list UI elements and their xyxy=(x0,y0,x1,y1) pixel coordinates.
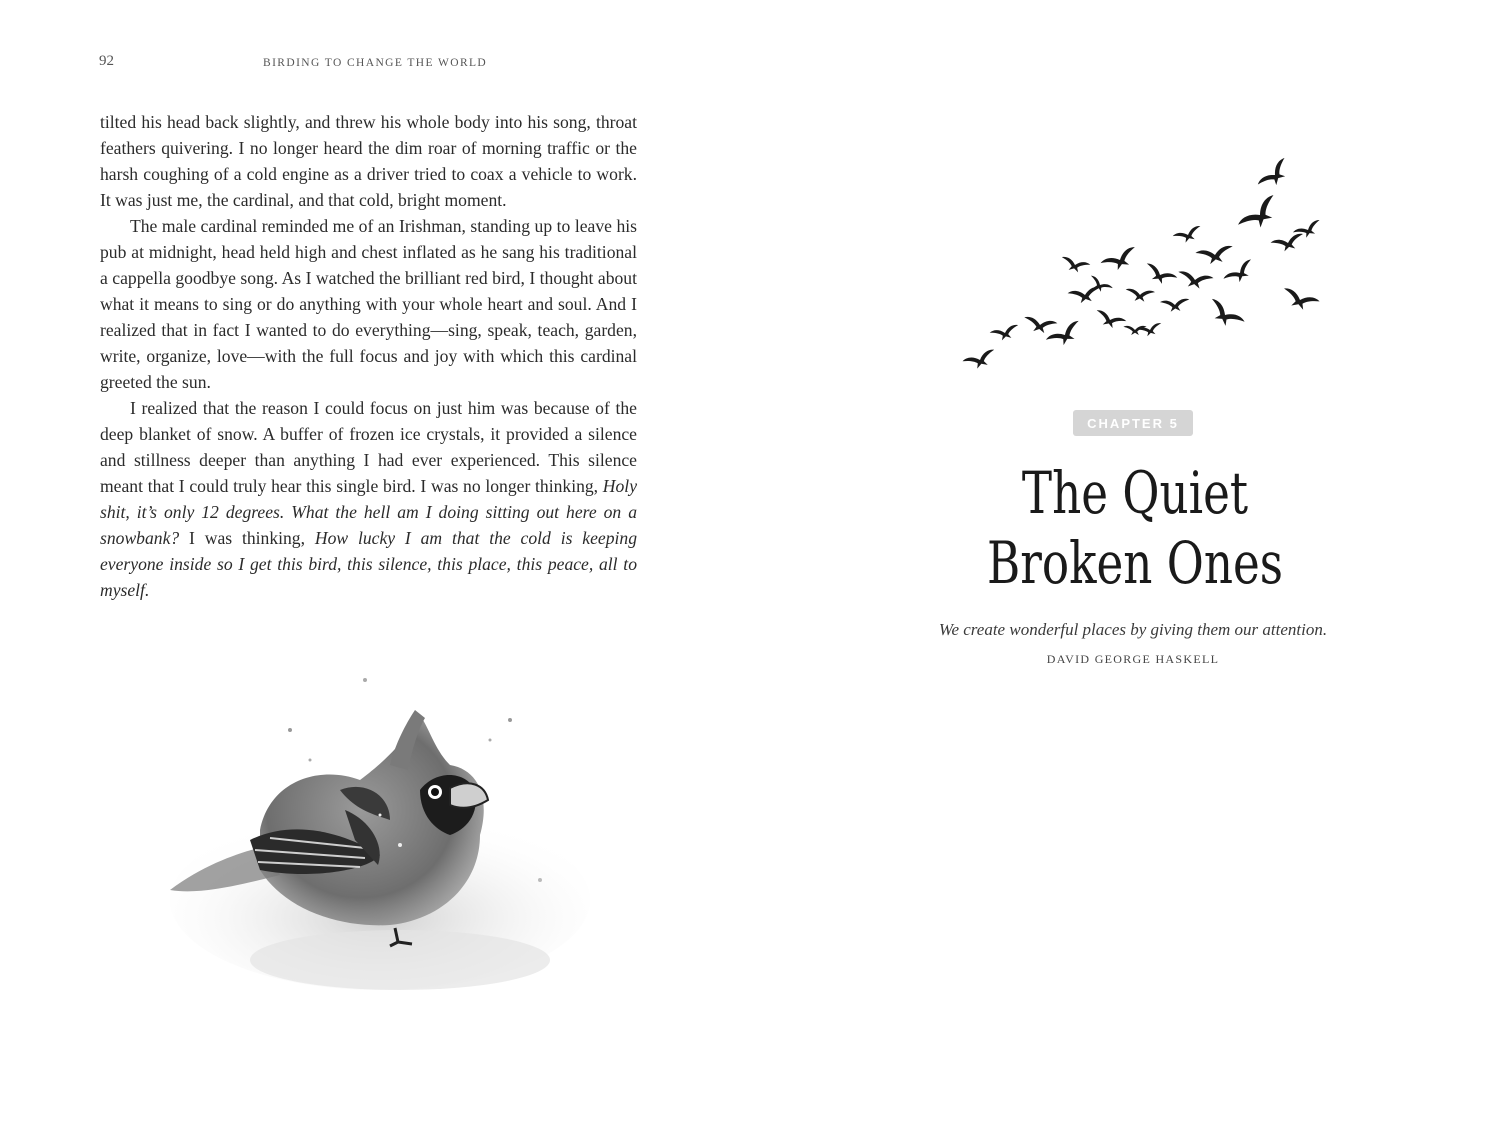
paragraph-2 xyxy=(100,213,637,395)
text-line: red bird, I thought about what it means to sing or do anything with xyxy=(100,268,637,314)
body-text xyxy=(100,109,637,603)
text-line: a silence and stillness deeper than anything I had ever experienced. xyxy=(100,424,637,470)
epigraph: We create wonderful places by giving them our attention. xyxy=(938,620,1328,639)
text-run: I was thinking, xyxy=(179,528,315,548)
text-line: traffic or the harsh coughing of a cold engine as a driver tried to coax xyxy=(100,138,637,184)
text-line: throat feathers quivering. I no longer heard the dim roar of morning xyxy=(100,112,638,158)
text-line: everything—sing, speak, teach, garden, write, organize, love—with xyxy=(100,320,637,366)
epigraph-attribution: DAVID GEORGE HASKELL xyxy=(1046,652,1220,666)
page-number: 92 xyxy=(99,53,114,69)
italic-thought-2: How lucky I am that the cold is keeping everyone inside so I get this bird, this silence, this place, this peace, all to myself. xyxy=(100,528,637,600)
text-line: I realized that the reason I could focus on just him was because of xyxy=(130,398,610,418)
text-line: the full focus and joy with which this cardinal greeted the sun. xyxy=(100,346,637,392)
cardinal-in-snow-illustration xyxy=(150,670,590,1010)
text-line: a vehicle to work. It was just me, the cardinal, and that cold, bright xyxy=(100,164,637,210)
paragraph-1 xyxy=(100,109,637,213)
chapter-title xyxy=(952,458,1319,598)
italic-thought-1: Holy shit, it’s only 12 degrees. What the hell am I doing sitting out here on a snowbank? xyxy=(100,476,637,548)
text-line: This silence meant that I could truly hear this single bird. I was no xyxy=(100,450,637,496)
chapter-title-line-2: Broken Ones xyxy=(986,529,1284,597)
text-line: the deep blanket of snow. A buffer of frozen ice crystals, it provided xyxy=(100,398,637,444)
text-line: leave his pub at midnight, head held high and chest inflated as he xyxy=(100,216,637,262)
flock-of-swallows-illustration xyxy=(960,155,1320,375)
right-page xyxy=(750,0,1500,1123)
text-line: your whole heart and soul. And I realized that in fact I wanted to do xyxy=(100,294,637,340)
text-line: moment. xyxy=(444,190,507,210)
running-head: BIRDING TO CHANGE THE WORLD xyxy=(263,57,488,69)
text-line: The male cardinal reminded me of an Irishman, standing up to xyxy=(130,216,571,236)
chapter-title-line-1: The Quiet xyxy=(1021,459,1249,527)
paragraph-3 xyxy=(100,395,637,603)
text-run: longer thinking, xyxy=(485,476,603,496)
text-line: sang his traditional a cappella goodbye song. As I watched the brilliant xyxy=(100,242,637,288)
chapter-label: CHAPTER 5 xyxy=(1073,410,1193,436)
text-line: tilted his head back slightly, and threw his whole body into his song, xyxy=(100,112,591,132)
